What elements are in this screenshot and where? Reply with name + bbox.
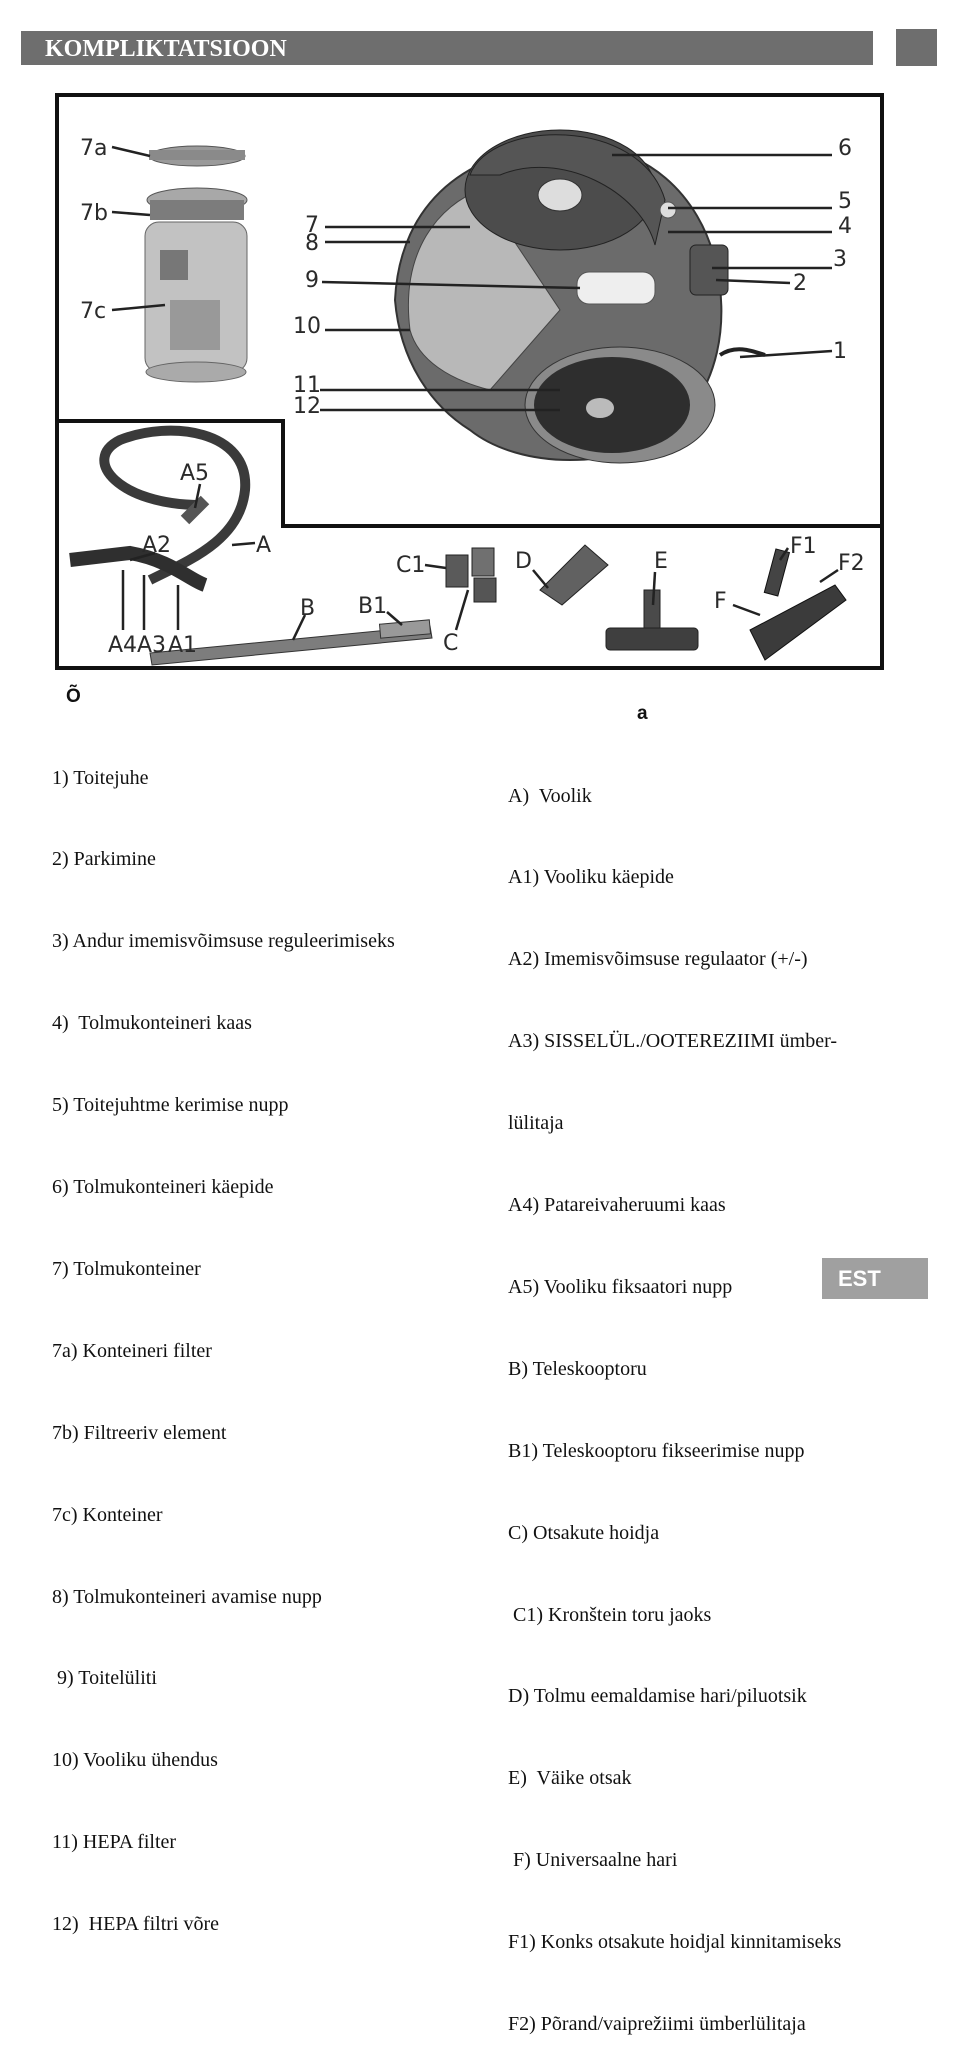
label-12: 12 [293, 394, 321, 419]
label-5: 5 [838, 189, 852, 214]
list-item: 1) Toitejuhe [52, 766, 149, 789]
product-diagram [0, 0, 954, 690]
list-item: A2) Imemisvõimsuse regulaator (+/-) [508, 948, 808, 971]
list-item: 9) Toitelüliti [52, 1667, 157, 1690]
list-item: 5) Toitejuhtme kerimise nupp [52, 1094, 289, 1117]
list-item: 11) HEPA filter [52, 1831, 177, 1854]
label-B1: B1 [358, 594, 388, 619]
label-F1: F1 [790, 534, 817, 559]
label-E: E [654, 549, 668, 574]
list-item: 6) Tolmukonteineri käepide [52, 1176, 274, 1199]
label-A3: A3 [137, 633, 167, 658]
vacuum-body-illustration [395, 130, 765, 463]
label-A1: A1 [168, 633, 198, 658]
list-item: 4) Tolmukonteineri kaas [52, 1012, 252, 1035]
small-nozzle-illustration [606, 590, 698, 650]
label-C: C [443, 631, 459, 656]
list-item: 12) HEPA filtri võre [52, 1913, 220, 1936]
list-item: F) Universaalne hari [508, 1849, 678, 1872]
label-7b: 7b [80, 201, 108, 226]
list-item: 3) Andur imemisvõimsuse reguleerimiseks [52, 930, 395, 953]
list-item: F1) Konks otsakute hoidjal kinnitamiseks [508, 1931, 842, 1954]
list-item: A1) Vooliku käepide [508, 866, 674, 889]
list-item: 7c) Konteiner [52, 1503, 163, 1526]
list-item: A3) SISSELÜL./OOTEREZIIMI ümber- [508, 1030, 837, 1053]
label-3: 3 [833, 247, 847, 272]
list-item: F2) Põrand/vaiprežiimi ümberlülitaja [508, 2012, 806, 2035]
list-item: lülitaja [508, 1112, 564, 1135]
list-item: A) Voolik [508, 784, 592, 807]
list-item: 7b) Filtreeriv element [52, 1421, 227, 1444]
label-F: F [714, 589, 727, 614]
label-7c: 7c [80, 299, 107, 324]
floor-brush-illustration [750, 549, 846, 660]
label-2: 2 [793, 271, 807, 296]
list-item: 7a) Konteineri filter [52, 1339, 212, 1362]
label-1: 1 [833, 339, 847, 364]
list-item: C1) Kronštein toru jaoks [508, 1603, 712, 1626]
label-A: A [256, 533, 272, 558]
label-A5: A5 [180, 461, 210, 486]
list-item: E) Väike otsak [508, 1767, 632, 1790]
list-item: C) Otsakute hoidja [508, 1521, 660, 1544]
label-7: 7 [305, 213, 319, 238]
label-7a: 7a [80, 136, 108, 161]
left-list-heading: Õ [66, 686, 81, 707]
list-item: 8) Tolmukonteineri avamise nupp [52, 1585, 322, 1608]
section-title: KOMPLIKTATSIOON [21, 31, 873, 65]
label-A2: A2 [142, 533, 172, 558]
list-item: 7) Tolmukonteiner [52, 1257, 201, 1280]
label-6: 6 [838, 136, 852, 161]
label-8: 8 [305, 231, 319, 256]
right-parts-list [508, 728, 841, 2066]
label-F2: F2 [838, 551, 865, 576]
label-10: 10 [293, 314, 321, 339]
right-list-heading: a [637, 703, 648, 724]
list-item: D) Tolmu eemaldamise hari/piluotsik [508, 1685, 807, 1708]
nozzle-holder-illustration [446, 548, 496, 602]
label-D: D [515, 549, 532, 574]
list-item: A5) Vooliku fiksaatori nupp [508, 1275, 733, 1298]
list-item: B) Teleskooptoru [508, 1357, 647, 1380]
label-9: 9 [305, 268, 319, 293]
label-C1: C1 [396, 553, 426, 578]
crevice-tool-illustration [540, 545, 608, 605]
dust-container-illustration [145, 146, 247, 382]
list-item: 2) Parkimine [52, 848, 156, 871]
label-4: 4 [838, 214, 852, 239]
list-item: A4) Patareivaheruumi kaas [508, 1194, 726, 1217]
list-item: 10) Vooliku ühendus [52, 1749, 218, 1772]
label-11: 11 [293, 373, 321, 398]
list-item: B1) Teleskooptoru fikseerimise nupp [508, 1439, 805, 1462]
language-badge: EST [822, 1258, 928, 1299]
label-B: B [300, 596, 316, 621]
left-parts-list [52, 710, 395, 1966]
label-A4: A4 [108, 633, 138, 658]
hose-illustration [70, 431, 245, 585]
